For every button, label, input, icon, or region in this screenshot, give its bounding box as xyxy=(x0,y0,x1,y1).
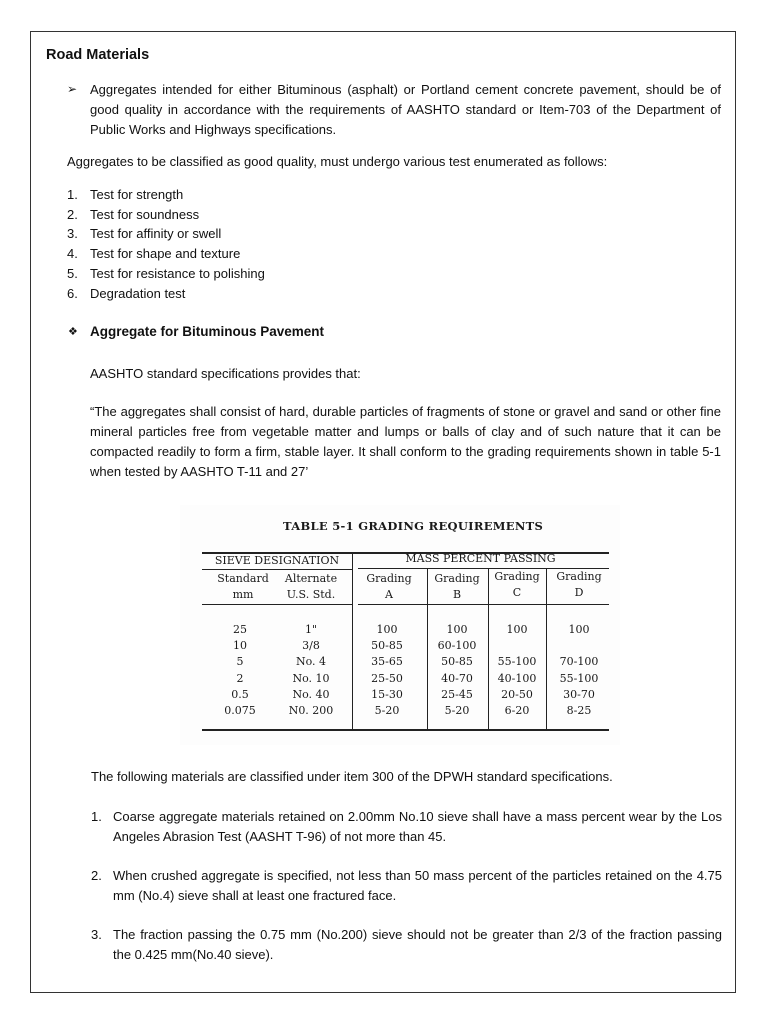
col-standard-values: 25 10 5 2 0.5 0.075 xyxy=(224,623,256,718)
list-item: 2. Test for soundness xyxy=(67,206,200,222)
table-rule-header-left xyxy=(202,604,352,605)
table-rule-bottom xyxy=(202,729,609,731)
list-item: 6. Degradation test xyxy=(67,285,186,301)
group-header-sieve: SIEVE DESIGNATION xyxy=(214,554,340,567)
aashto-intro: AASHTO standard specifications provides that: xyxy=(90,366,361,381)
section-heading: Aggregate for Bituminous Pavement xyxy=(90,324,325,339)
col-header-standard: Standard mm xyxy=(217,572,269,601)
col-header-grading-a: Grading A xyxy=(366,572,412,601)
col-header-grading-d: Grading D xyxy=(556,570,602,599)
col-grading-b-values: 100 60-100 50-85 40-70 25-45 5-20 xyxy=(437,623,477,718)
list-item: 5. Test for resistance to polishing xyxy=(67,265,265,281)
tests-list xyxy=(67,185,265,303)
table-title: TABLE 5-1 GRADING REQUIREMENTS xyxy=(283,519,544,533)
diamond-bullet-icon: ❖ xyxy=(68,326,78,338)
list-item: 3. The fraction passing the 0.75 mm (No.200) sieve should not be greater than 2/3 of the fraction passing the 0.425 mm(No.40 sieve). xyxy=(91,927,722,962)
col-alternate-values: 1" 3/8 No. 4 No. 10 No. 40 N0. 200 xyxy=(288,623,334,718)
list-item: 1. Test for strength xyxy=(67,187,184,202)
col-grading-d-values: 100 70-100 55-100 30-70 8-25 xyxy=(559,623,599,718)
arrow-bullet-icon: ➢ xyxy=(67,82,78,96)
table-vline-4 xyxy=(546,568,547,730)
table-rule-sieve xyxy=(202,569,352,570)
list-item: 3. Test for affinity or swell xyxy=(67,226,222,242)
quote-paragraph: “The aggregates shall consist of hard, durable particles of fragments of stone or gravel and sand or other fine mineral particles free from vegetable matter and lumps or balls of clay and of such nature that it can be compacted readily to form a firm, stable layer. It shall conform to the grading requirements shown in table 5-1 when tested by AASHTO T-11 and 27’ xyxy=(90,404,721,479)
table-rule-header-right xyxy=(358,604,609,605)
dpwh-list xyxy=(91,807,722,965)
col-grading-a-values: 100 50-85 35-65 25-50 15-30 5-20 xyxy=(371,623,403,718)
page-title: Road Materials xyxy=(46,47,150,63)
col-header-grading-c: Grading C xyxy=(494,570,540,599)
col-grading-c-values: 100 55-100 40-100 20-50 6-20 xyxy=(497,623,537,718)
list-item: 4. Test for shape and texture xyxy=(67,246,241,262)
intro-paragraph: Aggregates intended for either Bituminous (asphalt) or Portland cement concrete pavement, should be of good quality in accordance with the requirements of AASHTO standard or Item-703 of the Department of Public Works and Highways specifications. xyxy=(90,82,721,137)
table-vline-1 xyxy=(352,552,353,730)
list-item: 1. Coarse aggregate materials retained on 2.00mm No.10 sieve shall have a mass percent wear by the Los Angeles Abrasion Test (AASHT T-96) of not more than 45. xyxy=(91,809,722,844)
col-header-grading-b: Grading B xyxy=(434,572,480,601)
grading-table xyxy=(180,505,620,745)
dpwh-intro: The following materials are classified under item 300 of the DPWH standard specifications. xyxy=(91,769,613,784)
list-item: 2. When crushed aggregate is specified, not less than 50 mass percent of the particles retained on the 4.75 mm (No.4) sieve shall at least one fractured face. xyxy=(91,868,722,903)
col-header-alternate: Alternate U.S. Std. xyxy=(284,572,338,601)
group-header-mass: MASS PERCENT PASSING xyxy=(405,552,556,565)
classification-paragraph: Aggregates to be classified as good quality, must undergo various test enumerated as follows: xyxy=(67,154,608,169)
